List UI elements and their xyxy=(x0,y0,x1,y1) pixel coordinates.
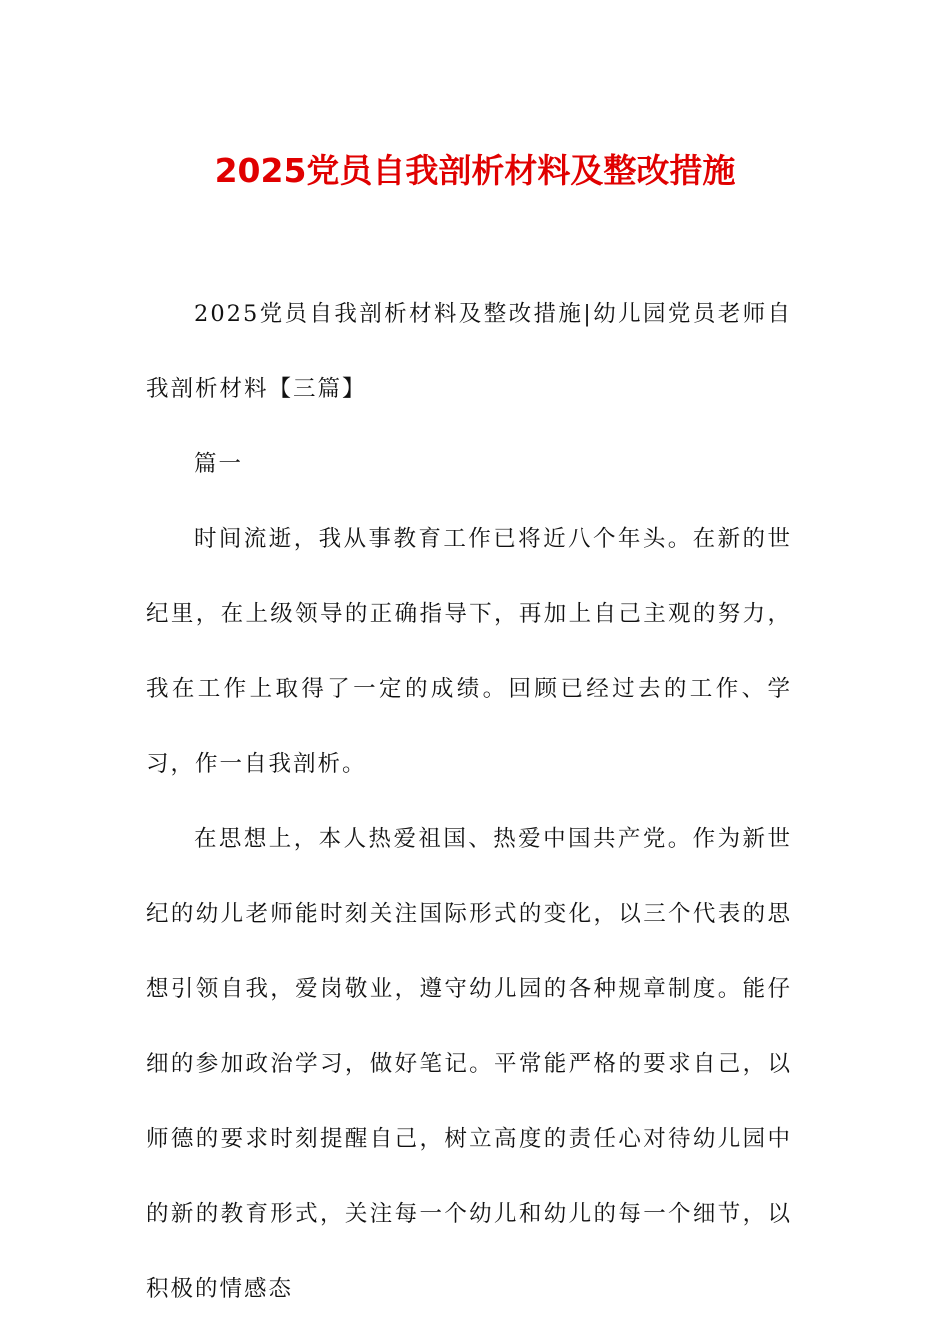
paragraph-subtitle: 2025党员自我剖析材料及整改措施|幼儿园党员老师自我剖析材料【三篇】 xyxy=(146,301,792,402)
document-body xyxy=(146,277,792,1327)
document-title: 2025党员自我剖析材料及整改措施 xyxy=(214,151,736,190)
paragraph-section-heading: 篇一 xyxy=(194,451,244,477)
paragraph-thought: 在思想上，本人热爱祖国、热爱中国共产党。作为新世纪的幼儿老师能时刻关注国际形式的变化，以三个代表的思想引领自我，爱岗敬业，遵守幼儿园的各种规章制度。能仔细的参加政治学习，做好笔记。平常能严格的要求自己，以师德的要求时刻提醒自己，树立高度的责任心对待幼儿园中的新的教育形式，关注每一个幼儿和幼儿的每一个细节，以积极的情感态 xyxy=(146,826,792,1302)
paragraph-intro: 时间流逝，我从事教育工作已将近八个年头。在新的世纪里，在上级领导的正确指导下，再加上自己主观的努力，我在工作上取得了一定的成绩。回顾已经过去的工作、学习，作一自我剖析。 xyxy=(146,526,792,777)
